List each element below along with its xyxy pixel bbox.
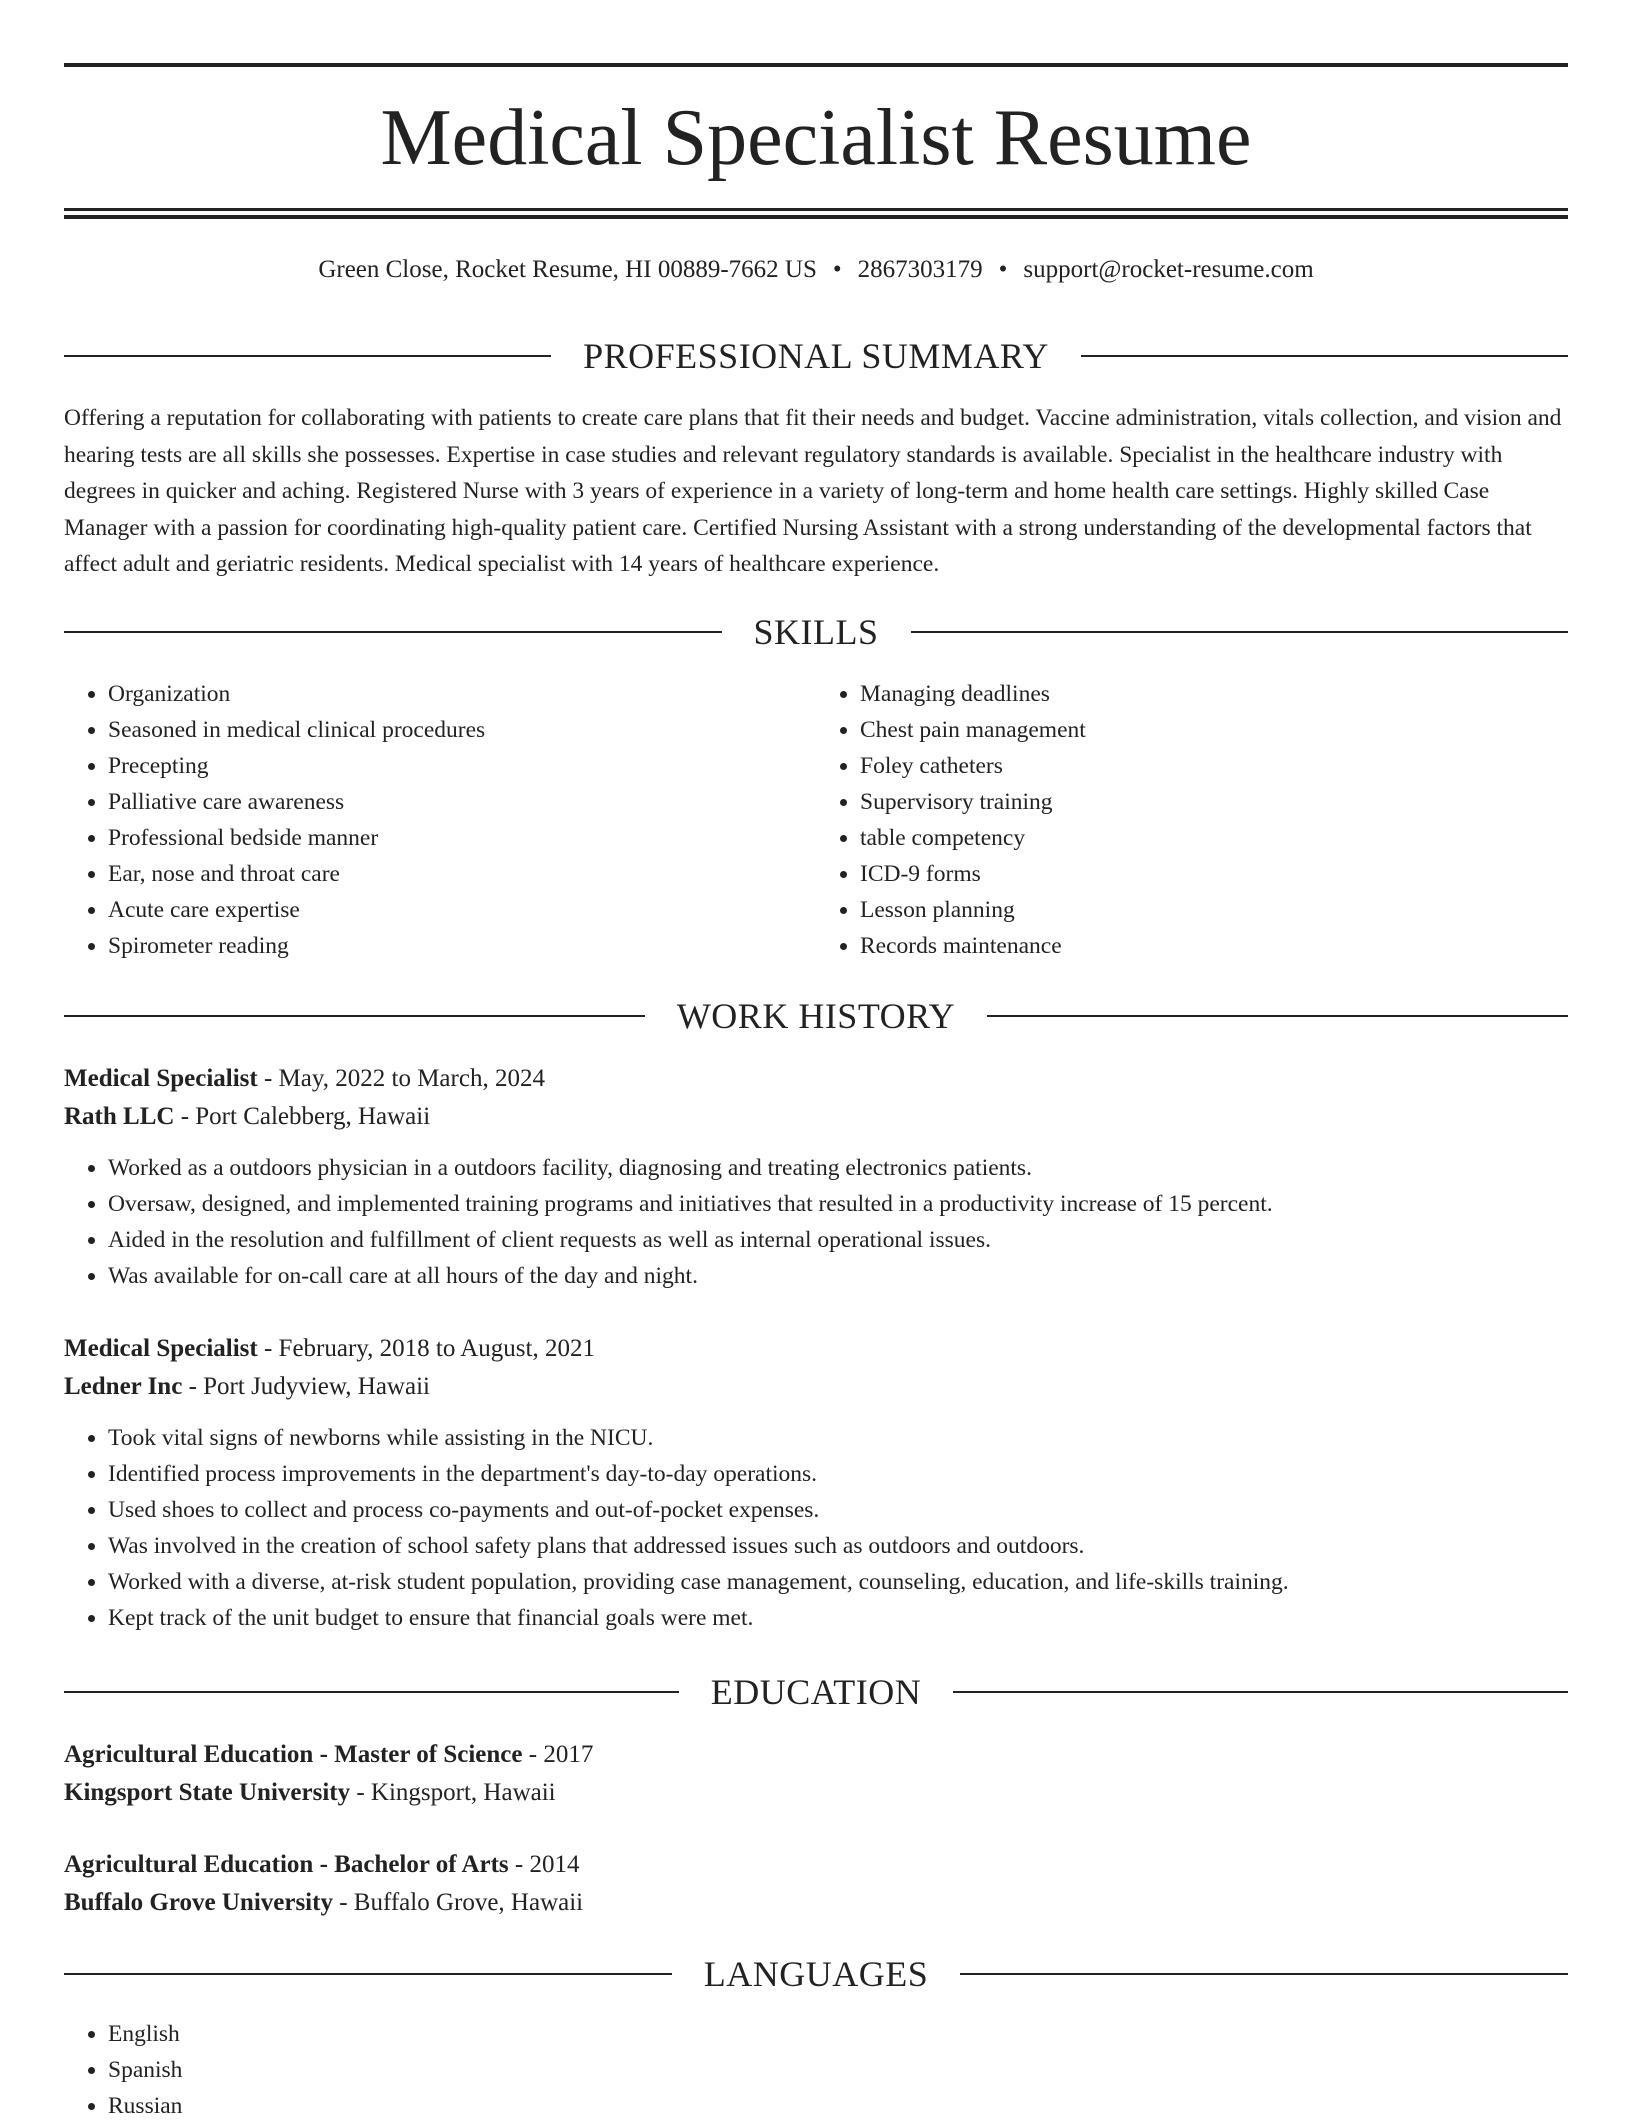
list-item: • Kept track of the unit budget to ensure that financial goals were met.	[108, 1600, 1568, 1636]
contact-separator: •	[998, 256, 1008, 283]
section-title: EDUCATION	[710, 1672, 922, 1712]
title-double-rule	[64, 208, 1568, 219]
job-company-line	[64, 1368, 1568, 1406]
divider	[64, 355, 551, 357]
list-item: • Ear, nose and throat care	[108, 856, 816, 892]
education-location: - Buffalo Grove, Hawaii	[332, 1889, 584, 1916]
section-header-work-history	[64, 994, 1568, 1038]
list-item: • table competency	[860, 820, 1568, 856]
list-item: • Professional bedside manner	[108, 820, 816, 856]
contact-separator: •	[832, 256, 842, 283]
skills-list	[64, 676, 1568, 964]
education-degree: Agricultural Education - Master of Science	[64, 1741, 523, 1768]
education-location: - Kingsport, Hawaii	[350, 1779, 556, 1806]
job-dates: - February, 2018 to August, 2021	[257, 1335, 595, 1362]
job-entry	[64, 1330, 1568, 1636]
list-item: • Oversaw, designed, and implemented training programs and initiatives that resulted in a productivity increase of 15 percent.	[108, 1186, 1568, 1222]
education-entry	[64, 1846, 1568, 1922]
section-title: PROFESSIONAL SUMMARY	[583, 336, 1049, 376]
list-item: • Acute care expertise	[108, 892, 816, 928]
section-header-languages	[64, 1952, 1568, 1996]
education-year: - 2017	[522, 1741, 594, 1768]
divider	[1081, 355, 1568, 357]
section-header-summary	[64, 334, 1568, 378]
divider	[64, 1015, 645, 1017]
list-item: • Was involved in the creation of school safety plans that addressed issues such as outdoors and outdoors.	[108, 1528, 1568, 1564]
list-item: • Worked with a diverse, at-risk student population, providing case management, counseling, education, and life-skills training.	[108, 1564, 1568, 1600]
list-item: • Aided in the resolution and fulfillment of client requests as well as internal operational issues.	[108, 1222, 1568, 1258]
list-item: • Was available for on-call care at all hours of the day and night.	[108, 1258, 1568, 1294]
contact-email: support@rocket-resume.com	[1023, 256, 1314, 283]
education-degree: Agricultural Education - Bachelor of Arts	[64, 1851, 509, 1878]
section-title: SKILLS	[753, 612, 879, 652]
languages-list	[64, 2016, 1568, 2124]
contact-address: Green Close, Rocket Resume, HI 00889-7662 US	[318, 256, 817, 283]
list-item: • Records maintenance	[860, 928, 1568, 964]
education-school-line	[64, 1774, 1568, 1812]
job-title-line	[64, 1060, 1568, 1098]
page-title: Medical Specialist Resume	[380, 94, 1252, 182]
list-item: • Identified process improvements in the department's day-to-day operations.	[108, 1456, 1568, 1492]
education-degree-line	[64, 1736, 1568, 1774]
list-item: • Worked as a outdoors physician in a outdoors facility, diagnosing and treating electronics patients.	[108, 1150, 1568, 1186]
job-title-line	[64, 1330, 1568, 1368]
list-item: • Organization	[108, 676, 816, 712]
education-degree-line	[64, 1846, 1568, 1884]
contact-phone: 2867303179	[857, 256, 983, 283]
job-bullets	[64, 1150, 1568, 1294]
job-company-line	[64, 1098, 1568, 1136]
section-header-skills	[64, 610, 1568, 654]
divider	[960, 1973, 1568, 1975]
top-rule	[64, 63, 1568, 67]
job-location: - Port Calebberg, Hawaii	[174, 1103, 431, 1130]
list-item: • Spirometer reading	[108, 928, 816, 964]
list-item: • Spanish	[108, 2052, 1568, 2088]
job-company: Ledner Inc	[64, 1373, 183, 1400]
languages-bullets	[64, 2016, 1568, 2124]
list-item: • Took vital signs of newborns while assisting in the NICU.	[108, 1420, 1568, 1456]
list-item: • Russian	[108, 2088, 1568, 2124]
list-item: • Used shoes to collect and process co-payments and out-of-pocket expenses.	[108, 1492, 1568, 1528]
job-entry	[64, 1060, 1568, 1294]
job-location: - Port Judyview, Hawaii	[182, 1373, 430, 1400]
list-item: • Lesson planning	[860, 892, 1568, 928]
contact-line	[64, 252, 1568, 288]
summary-text: Offering a reputation for collaborating with patients to create care plans that fit their needs and budget. Vaccine administration, vitals collection, and vision and hearing tests are all skills she possesses. Expertise in case studies and relevant regulatory standards is available. Specialist in the healthcare industry with degrees in quicker and aching. Registered Nurse with 3 years of experience in a variety of long-term and home health care settings. Highly skilled Case Manager with a passion for coordinating high-quality patient care. Certified Nursing Assistant with a strong understanding of the developmental factors that affect adult and geriatric residents. Medical specialist with 14 years of healthcare experience.	[64, 405, 1562, 577]
list-item: • Palliative care awareness	[108, 784, 816, 820]
skills-column-right	[816, 676, 1568, 964]
list-item: • English	[108, 2016, 1568, 2052]
divider	[64, 1973, 672, 1975]
education-school: Kingsport State University	[64, 1779, 351, 1806]
list-item: • ICD-9 forms	[860, 856, 1568, 892]
divider	[953, 1691, 1568, 1693]
education-school-line	[64, 1884, 1568, 1922]
divider	[987, 1015, 1568, 1017]
list-item: • Seasoned in medical clinical procedures	[108, 712, 816, 748]
job-title: Medical Specialist	[64, 1335, 258, 1362]
list-item: • Chest pain management	[860, 712, 1568, 748]
list-item: • Foley catheters	[860, 748, 1568, 784]
section-title: WORK HISTORY	[676, 996, 956, 1036]
section-title: LANGUAGES	[703, 1954, 929, 1994]
list-item: • Precepting	[108, 748, 816, 784]
education-year: - 2014	[508, 1851, 580, 1878]
education-entry	[64, 1736, 1568, 1812]
list-item: • Managing deadlines	[860, 676, 1568, 712]
section-header-education	[64, 1670, 1568, 1714]
list-item: • Supervisory training	[860, 784, 1568, 820]
divider	[64, 1691, 679, 1693]
divider	[911, 631, 1569, 633]
education-school: Buffalo Grove University	[64, 1889, 333, 1916]
divider	[64, 631, 722, 633]
job-bullets	[64, 1420, 1568, 1636]
job-company: Rath LLC	[64, 1103, 175, 1130]
job-title: Medical Specialist	[64, 1065, 258, 1092]
job-dates: - May, 2022 to March, 2024	[257, 1065, 545, 1092]
skills-column-left	[64, 676, 816, 964]
